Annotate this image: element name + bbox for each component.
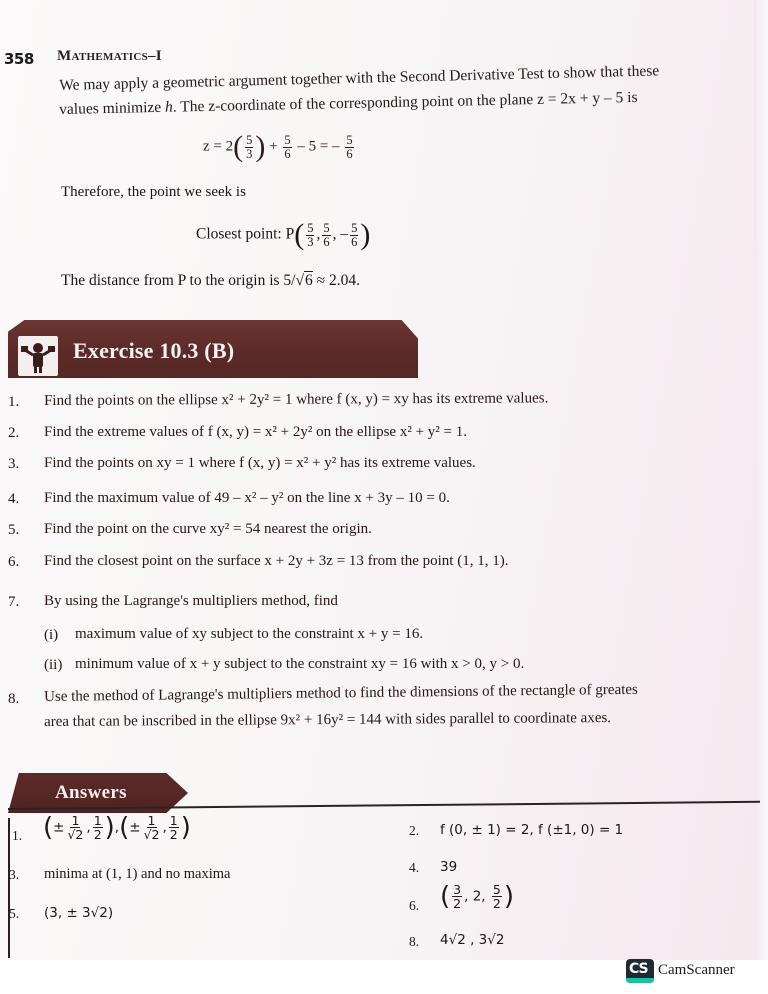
answer-number: 2. [409,823,420,838]
intro-text: . The z-coordinate of the corresponding point on the plane z = 2x + y – 5 is [172,88,638,116]
distance-text [61,272,360,290]
denominator: 6 [323,234,330,249]
question-number: 6. [8,554,20,570]
numerator: 1 [93,813,102,828]
answer-5: (3, ± 3√2) [44,905,114,921]
numerator: 5 [346,132,353,147]
question-number: 7. [8,594,20,610]
numerator: 3 [453,882,462,897]
fraction [322,222,330,249]
question-text: Find the closest point on the surface x + 2y + 3z = 13 from the point (1, 1, 1). [44,553,509,569]
answers-title: Answers [55,782,127,803]
question-text: Find the point on the curve xy² = 54 nearest the origin. [44,521,372,537]
question-number: 2. [8,425,20,441]
distance-label: The distance from P to the origin is 5/ [61,272,296,289]
answer-number: 8. [409,934,420,949]
question-number: 8. [8,691,20,707]
question-text: Find the maximum value of 49 – x² – y² on the line x + 3y – 10 = 0. [44,490,450,506]
numerator: 5 [323,220,330,235]
denominator: 6 [284,146,291,161]
question-number: 1. [8,394,20,410]
page-number: 358 [4,50,34,68]
numerator: 5 [492,882,501,897]
fraction [345,134,353,161]
paren-open: ( [440,881,451,912]
paren-open: ( [294,218,305,251]
plus-minus: ± [129,819,141,836]
paren-close: ) [104,812,115,843]
camscanner-logo-text: CS [629,961,648,977]
page-edge [754,0,768,960]
y-value: 2 [472,888,482,905]
denominator: √2 [67,827,84,842]
answers-left-border [8,818,10,958]
camscanner-brand: CamScanner [658,962,735,978]
answer-3: minima at (1, 1) and no maxima [44,866,231,882]
plus-minus: ± [53,819,65,836]
answer-number: 6. [409,898,420,913]
question-text: Find the points on xy = 1 where f (x, y) = x² + y² has its extreme values. [44,455,476,471]
paren-close: ) [503,881,514,912]
closest-point: Closest point: P( $\frac{5}{3}$ , $\frac{5}{6}$ , – $\frac{5}{6}$ ) [196,218,371,251]
fraction [93,814,103,841]
question-number: 3. [8,456,20,472]
numerator: 5 [246,132,253,147]
question-text: Use the method of Lagrange's multipliers method to find the dimensions of the rectangle of greates [44,681,638,705]
denominator: √2 [143,827,160,842]
plus: + [269,138,278,155]
eq-mid: – 5 = – [297,138,340,155]
question-number: 4. [8,491,20,507]
intro-line-1: We may apply a geometric argument together with the Second Derivative Test to show that these [59,62,660,94]
numerator: 1 [169,813,178,828]
closest-label: Closest point: P [196,225,295,243]
denominator: 6 [346,146,353,161]
sqrt-symbol: √ [295,272,304,289]
paren-open: ( [233,130,244,163]
answer-number: 1. [12,828,23,843]
numerator: 5 [351,220,358,235]
subpart-text: maximum value of xy subject to the constraint x + y = 16. [75,626,424,642]
fraction [492,883,502,910]
question-number: 5. [8,522,20,538]
answer-8: 4√2 , 3√2 [440,932,505,948]
numerator: 1 [147,813,156,828]
numerator: 5 [307,220,314,235]
denominator: 2 [453,896,462,911]
approx-value: ≈ 2.04. [312,272,360,289]
answer-number: 5. [9,906,20,921]
paren-open: ( [119,812,130,843]
subpart-number: (i) [44,627,59,643]
exercise-title: Exercise 10.3 (B) [73,338,235,363]
eq-lhs: z = 2 [203,138,234,155]
fraction [245,134,253,161]
question-text: Find the extreme values of f (x, y) = x² + 2y² on the ellipse x² + y² = 1. [44,424,467,440]
numerator: 5 [284,132,291,147]
fraction [66,814,84,841]
answer-6: ( $\frac{3}{2}$ , 2, $\frac{5}{2}$ ) [440,881,514,912]
subpart-number: (ii) [44,657,63,673]
question-text-continued: area that can be inscribed in the ellipse 9x² + 16y² = 144 with sides parallel to coordinate axes. [44,710,612,730]
z-equation [203,132,356,162]
fraction [283,134,291,161]
question-text: By using the Lagrange's multipliers method, find [44,593,338,609]
paren-close: ) [180,812,191,843]
denominator: 2 [169,827,178,842]
subpart-text: minimum value of x + y subject to the constraint xy = 16 with x > 0, y > 0. [75,656,525,672]
intro-text: values minimize [59,98,166,118]
fraction [350,222,358,249]
answer-number: 3. [9,867,20,882]
fraction [169,814,179,841]
paren-open: ( [43,812,54,843]
book-title: Mathematics–I [57,48,162,64]
denominator: 3 [246,146,253,161]
answer-number: 4. [409,860,420,875]
denominator: 2 [93,827,102,842]
fraction [452,883,462,910]
fraction [143,814,161,841]
denominator: 3 [307,234,314,249]
denominator: 6 [351,234,358,249]
question-text: Find the points on the ellipse x² + 2y² = 1 where f (x, y) = xy has its extreme values. [44,390,549,409]
minus: – [340,225,349,243]
numerator: 1 [71,813,80,828]
radicand: 6 [304,272,313,289]
paren-close: ) [255,130,266,163]
answer-4: 39 [440,859,458,875]
paren-close: ) [360,218,371,251]
denominator: 2 [492,896,501,911]
answer-1: (± $\frac{1}{√2}$ , $\frac{1}{2}$ ),(± $\frac{1}{√2}$ , $\frac{1}{2}$ ) [43,812,191,843]
variable-h: h [164,98,173,116]
therefore-text: Therefore, the point we seek is [61,184,246,200]
fraction [306,222,314,249]
weightlifter-icon [18,336,58,376]
answer-2: f (0, ± 1) = 2, f (±1, 0) = 1 [440,822,624,838]
